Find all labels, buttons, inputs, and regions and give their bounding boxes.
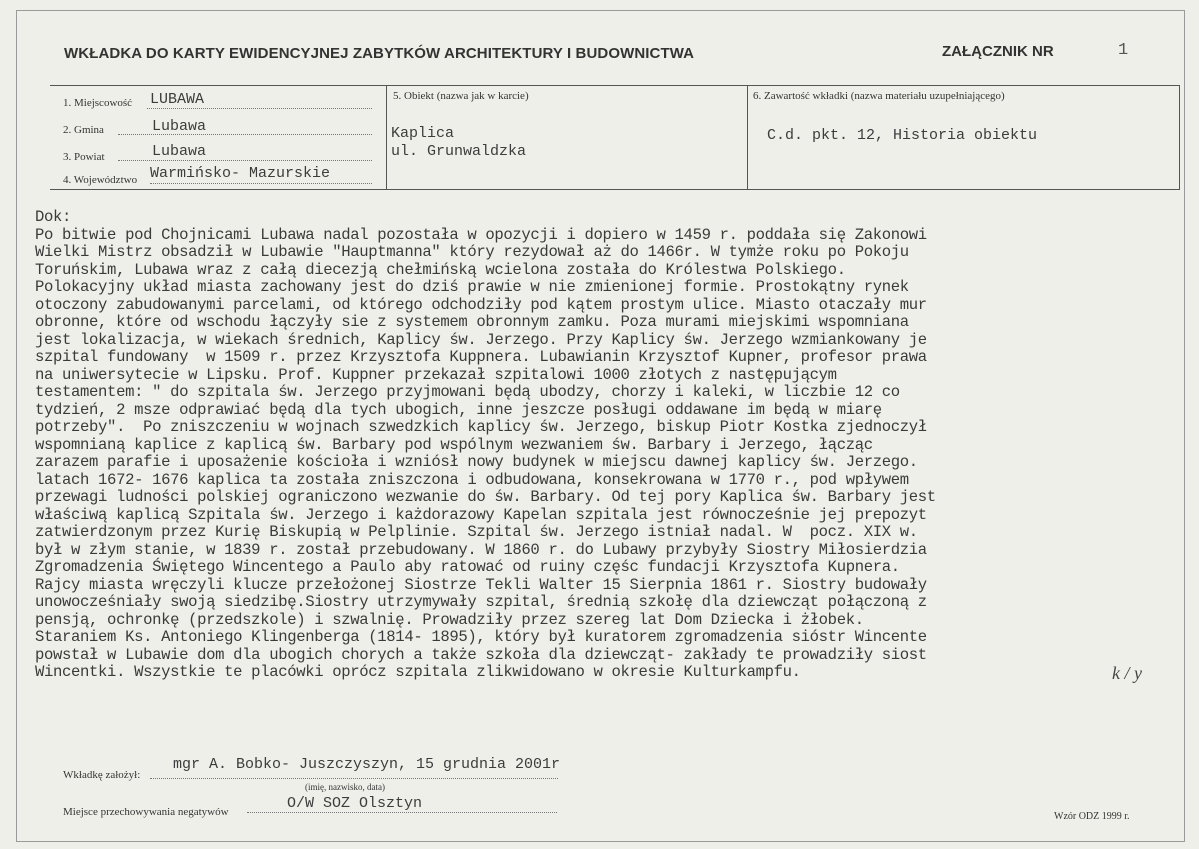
history-line: Wielki Mistrz obsadził w Lubawie "Hauptmanna" który rezydował aż do 1466r. W tymże roku po Pokoju — [35, 243, 909, 261]
voivodeship-dots — [150, 183, 372, 184]
history-line: latach 1672- 1676 kaplica ta została zniszczona i odbudowana, konsekrowana w 1770 r., pod wpływem — [35, 470, 909, 489]
history-line: Toruńskim, Lubawa wraz z całą diecezją chełmińską wcielona została do Królestwa Polskiego. — [35, 260, 846, 279]
divider-1 — [386, 85, 387, 190]
history-line: Zgromadzenia Świętego Wincentego a Paulo aby ratować od ruiny częśc fundacji Krzysztofa Kupnera. — [35, 558, 900, 576]
history-line: Po bitwie pod Chojnicami Lubawa nadal pozostała w opozycji i dopiero w 1459 r. poddała się Zakonowi — [35, 225, 927, 244]
annex-number: 1 — [1118, 41, 1129, 60]
town-label: 1. Miejscowość — [63, 97, 133, 109]
history-line: Staraniem Ks. Antoniego Klingenberga (1814- 1895), który był kuratorem zgromadzenia sióstr Wincente — [35, 628, 927, 646]
voivodeship-value: Warmińsko- Mazurskie — [150, 165, 331, 182]
history-line: tydzień, 2 msze odprawiać będą dla tych ubogich, inne jeszcze posługi oddawane im będą w miarę — [35, 400, 882, 419]
history-line: zatwierdzonym przez Kurię Biskupią w Pelplinie. Szpital św. Jerzego istniał nadal. W pocz. XIX w. — [35, 523, 918, 541]
margin-handwritten-mark: k / y — [1112, 663, 1142, 683]
annex-label: ZAŁĄCZNIK NR — [942, 43, 1054, 60]
history-line: testamentem: " do szpitala św. Jerzego przyjmowani będą ubodzy, chorzy i kaleki, w liczbie 12 co — [35, 383, 900, 401]
history-line: Dok: — [35, 208, 72, 226]
history-line: Rajcy miasta wręczyli klucze przełożonej Siostrze Tekli Walter 15 Sierpnia 1861 r. Siostry budowały — [35, 575, 927, 594]
history-line: był w złym stanie, w 1839 r. został przebudowany. W 1860 r. do Lubawy przybyły Siostry Miłosierdzia — [35, 540, 927, 559]
history-line: pensją, ochronkę (przedszkole) i szwalnię. Prowadziły przez szereg lat Dom Dziecka i żłobek. — [35, 610, 864, 629]
history-line: powstał w Lubawie dom dla ubogich chorych a także szkoła dla dziewcząt- zakłady te prowadziły siost — [35, 645, 927, 664]
content-label: 6. Zawartość wkładki (nazwa materiału uzupełniającego) — [753, 90, 1005, 102]
object-value-1: Kaplica — [391, 125, 455, 142]
negatives-label: Miejsce przechowywania negatywów — [63, 806, 229, 818]
content-value: C.d. pkt. 12, Historia obiektu — [767, 127, 1038, 144]
prepared-label: Wkładkę założył: — [63, 769, 141, 781]
history-line: właściwą kaplicą Szpitala św. Jerzego i każdorazowy Kapelan szpitala jest równocześnie jej prepozyt — [35, 505, 927, 524]
town-value: LUBAWA — [150, 91, 205, 108]
prepared-dots — [150, 778, 558, 779]
commune-dots — [118, 134, 372, 135]
voivodeship-label: 4. Województwo — [63, 174, 138, 186]
history-line: Wincentki. Wszystkie te placówki oprócz szpitala zlikwidowano w okresie Kulturkampfu. — [35, 663, 801, 681]
county-label: 3. Powiat — [63, 151, 105, 163]
divider-2 — [747, 85, 748, 190]
commune-value: Lubawa — [152, 118, 207, 135]
commune-label: 2. Gmina — [63, 124, 104, 136]
county-value: Lubawa — [152, 143, 207, 160]
history-line: na uniwersytecie w Lipsku. Prof. Kuppner przekazał szpitalowi 1000 złotych z następującym — [35, 365, 837, 384]
history-line: zarazem parafie i uposażenie kościoła i wzniósł nowy budynek w miejscu dawnej kaplicy św. Jerzego. — [35, 453, 918, 471]
name-hint: (imię, nazwisko, data) — [305, 782, 385, 792]
history-text — [35, 209, 1175, 682]
negatives-value: O/W SOZ Olsztyn — [287, 795, 423, 812]
town-dots — [147, 108, 372, 109]
form-code: Wzór ODZ 1999 r. — [1054, 811, 1130, 822]
negatives-dots — [247, 812, 557, 813]
prepared-value: mgr A. Bobko- Juszczyszyn, 15 grudnia 2001r — [173, 756, 561, 773]
history-line: unowocześniały swoją siedzibę.Siostry utrzymywały szpital, średnią szkołę dla dziewcząt połączoną z — [35, 593, 927, 611]
history-line: jest lokalizacja, w wiekach średnich, Kaplicy św. Jerzego. Przy Kaplicy św. Jerzego wzmiankowany je — [35, 330, 927, 349]
form-title: WKŁADKA DO KARTY EWIDENCYJNEJ ZABYTKÓW ARCHITEKTURY I BUDOWNICTWA — [64, 45, 695, 62]
history-line: otoczony zabudowanymi parcelami, od którego odchodziły pod kątem prostym ulice. Miasto otaczały mur — [35, 295, 927, 314]
object-label: 5. Obiekt (nazwa jak w karcie) — [393, 90, 529, 102]
history-line: przewagi ludności polskiej ograniczono wezwanie do św. Barbary. Od tej pory Kaplica św. Barbary jest — [35, 488, 936, 506]
history-line: szpital fundowany w 1509 r. przez Krzysztofa Kuppnera. Lubawianin Krzysztof Kupner, profesor prawa — [35, 348, 927, 366]
history-line: potrzeby". Po zniszczeniu w wojnach szwedzkich kaplicy św. Jerzego, biskup Piotr Kostka zjednoczył — [35, 418, 927, 436]
county-dots — [118, 160, 372, 161]
object-value-2: ul. Grunwaldzka — [391, 143, 527, 160]
history-line: wspomnianą kaplice z kaplicą św. Barbary pod wspólnym wezwaniem św. Barbary i Jerzego, łącząc — [35, 435, 873, 454]
divider-3 — [1179, 85, 1180, 190]
history-line: Polokacyjny układ miasta zachowany jest do dziś prawie w nie zmienionej formie. Prostokątny rynek — [35, 278, 909, 296]
history-line: obronne, które od wschodu łączyły sie z systemem obronnym zamku. Poza murami miejskimi wspomniana — [35, 313, 909, 331]
